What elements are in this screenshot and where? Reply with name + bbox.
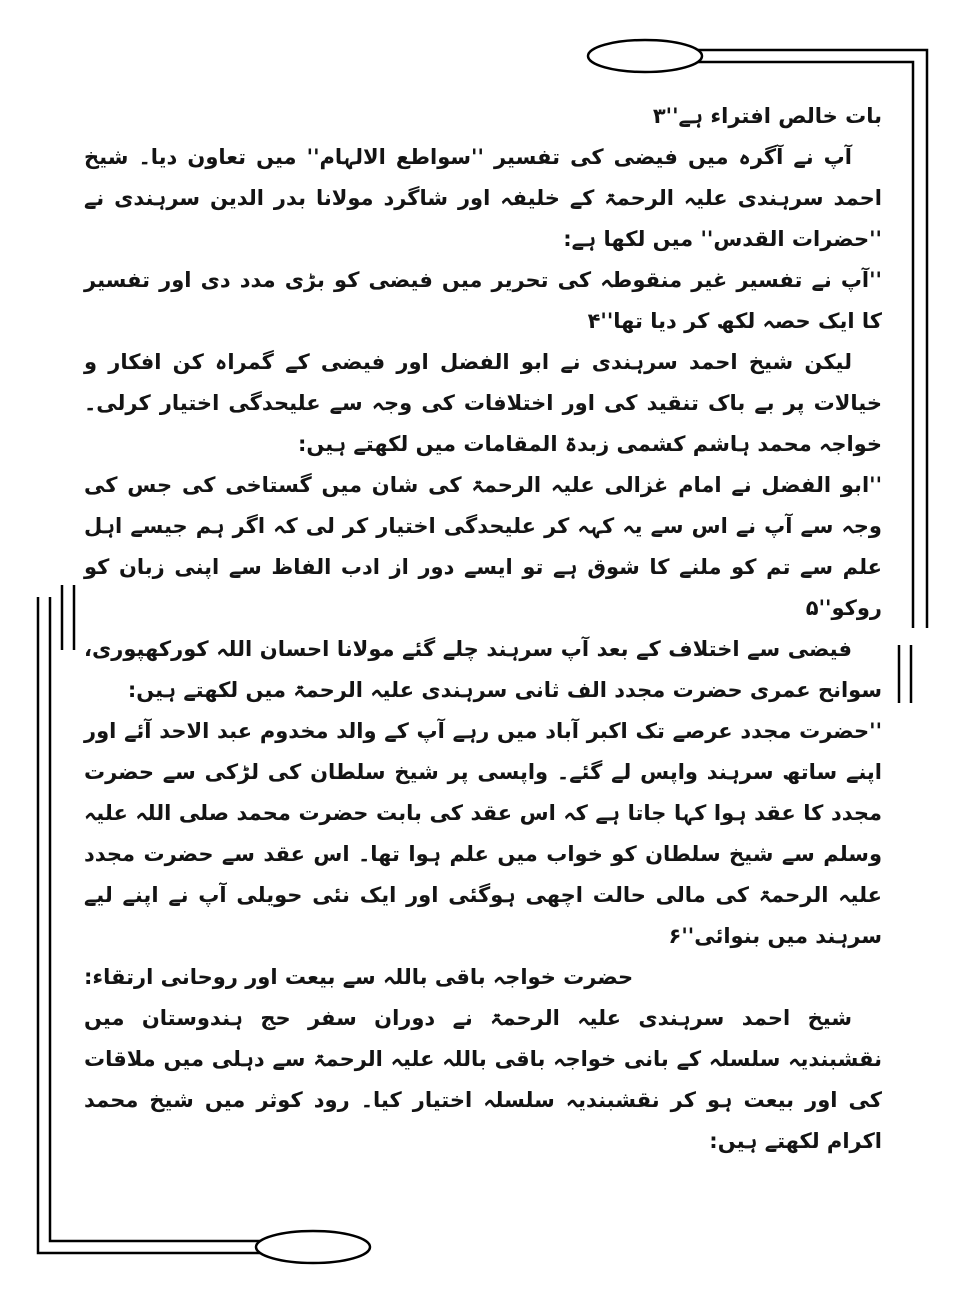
ornament-ellipse-bottom: [256, 1231, 370, 1263]
body-paragraph: لیکن شیخ احمد سرہندی نے ابو الفضل اور فیضی کے گمراہ کن افکار و خیالات پر بے باک تنقید کی اور اختلافات کی وجہ سے علیحدگی اختیار کرلی۔ خواجہ محمد ہاشم کشمی زبدۃ المقامات میں لکھتے ہیں:: [84, 350, 882, 456]
body-paragraph: فیضی سے اختلاف کے بعد آپ سرہند چلے گئے مولانا احسان اللہ کورکھپوری، سوانح عمری حضرت مجدد الف ثانی سرہندی علیہ الرحمۃ میں لکھتے ہیں:: [84, 637, 882, 702]
ornament-ellipse-top: [588, 40, 702, 72]
body-paragraph: آپ نے آگرہ میں فیضی کی تفسیر ''سواطع الالہام'' میں تعاون دیا۔ شیخ احمد سرہندی علیہ الرحمۃ کے خلیفہ اور شاگرد مولانا بدر الدین سرہندی نے ''حضرات القدس'' میں لکھا ہے:: [84, 145, 882, 251]
text-column: [84, 96, 882, 1162]
section-heading: حضرت خواجہ باقی باللہ سے بیعت اور روحانی ارتقاء:: [84, 965, 634, 989]
blockquote: ''آپ نے تفسیر غیر منقوطہ کی تحریر میں فیضی کو بڑی مدد دی اور تفسیر کا ایک حصہ لکھ کر دیا تھا''۴: [84, 268, 882, 333]
blockquote: ''حضرت مجدد عرصے تک اکبر آباد میں رہے آپ کے والد مخدوم عبد الاحد آئے اور اپنے ساتھ سرہند واپس لے گئے۔ واپسی پر شیخ سلطان کی لڑکی سے حضرت مجدد کا عقد ہوا کہا جاتا ہے کہ اس عقد کی بابت حضرت محمد صلی اللہ علیہ وسلم سے شیخ سلطان کو خواب میں علم ہوا تھا۔ اس عقد سے حضرت مجدد علیہ الرحمۃ کی مالی حالت اچھی ہوگئی اور ایک نئی حویلی آپ نے اپنے لیے سرہند میں بنوائی''۶: [84, 719, 882, 948]
blockquote: ''ابو الفضل نے امام غزالی علیہ الرحمۃ کی شان میں گستاخی کی جس کی وجہ سے آپ نے اس سے یہ کہہ کر علیحدگی اختیار کر لی کہ اگر ہم جیسے اہل علم سے تم کو ملنے کا شوق ہے تو ایسے دور از ادب الفاظ سے اپنی زبان کو روکو''۵: [84, 473, 882, 620]
quote-continuation-line: بات خالص افتراء ہے''۳: [652, 104, 882, 128]
body-paragraph: شیخ احمد سرہندی علیہ الرحمۃ نے دوران سفر حج ہندوستان میں نقشبندیہ سلسلہ کے بانی خواجہ باقی باللہ علیہ الرحمۃ سے دہلی میں ملاقات کی اور بیعت ہو کر نقشبندیہ سلسلہ اختیار کیا۔ رود کوثر میں شیخ محمد اکرام لکھتے ہیں:: [84, 1006, 882, 1153]
